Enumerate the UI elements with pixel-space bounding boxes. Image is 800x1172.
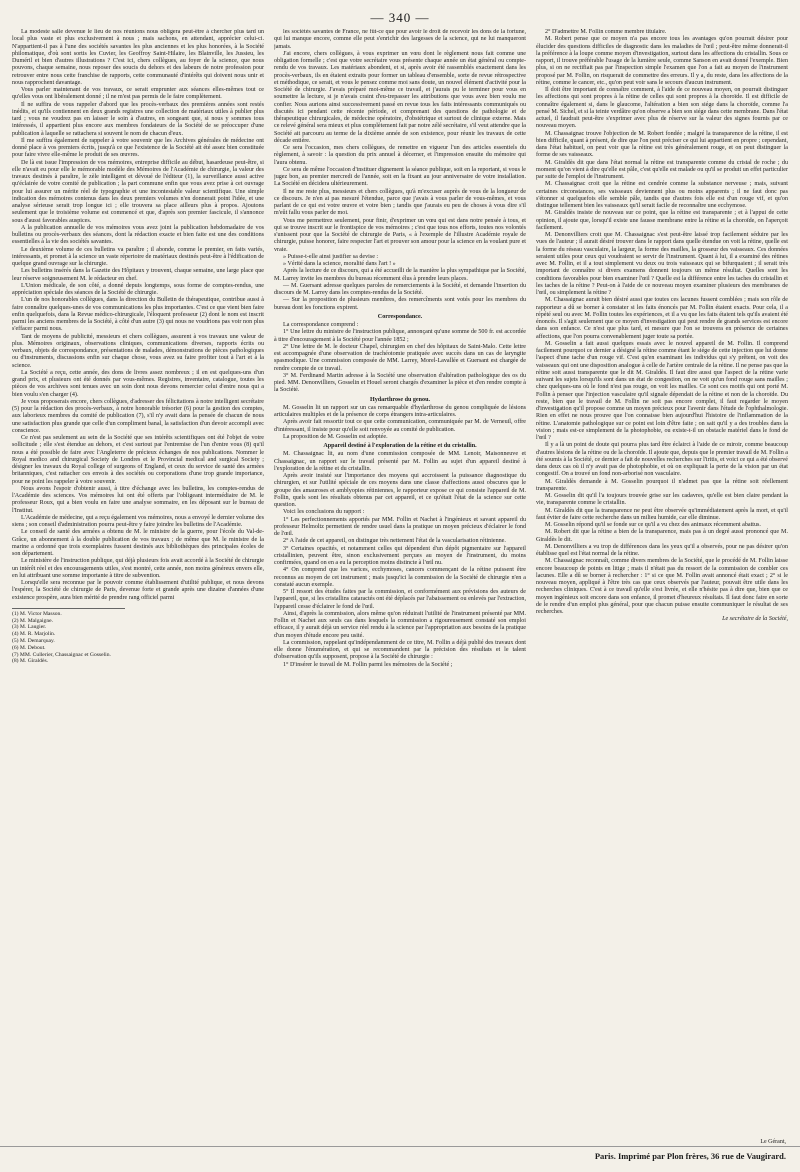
paragraph: 1° Les perfectionnements apportés par MM. Follin et Nachet à l'ingénieux et savant appareil du professeur Helmoltz permettent de rendre usuel dans la pratique un moyen précieux d'éclairer le fond de l'œil. bbox=[274, 516, 526, 537]
paragraph: A la publication annuelle de vos mémoires vous avez joint la publication hebdomadaire de vos bulletins ou procès-verbaux des séances, dont la rédaction exacte et bien faite est une des conditions essentielles à la vie des sociétés savantes. bbox=[12, 224, 264, 246]
footnotes bbox=[12, 608, 125, 665]
footnote: (6) M. Debout. bbox=[12, 644, 46, 651]
paragraph: La proposition de M. Gosselin est adoptée. bbox=[283, 433, 388, 440]
paragraph: L'Union médicale, de son côté, a donné depuis longtemps, sous forme de comptes-rendus, une appréciation spéciale des séances de la Société de chirurgie. bbox=[12, 282, 264, 296]
paragraph: M. Giraldès dit que la transparence ne peut être observée qu'immédiatement après la mort, et qu'il faut éviter de faire cette recherche dans un milieu humide, car elle diminue. bbox=[536, 507, 788, 521]
paragraph: les sociétés savantes de France, ne fût-ce que pour avoir le droit de recevoir les dons de la fortune, qui lui manque encore, comme elle peut s'enrichir des largesses de la science, qui ne lui manqueront jamais. bbox=[274, 29, 526, 50]
paragraph: M. Robert pense que ce moyen n'a pas encore tous les avantages qu'on pourrait désirer pour élucider des questions difficiles de diagnostic dans les maladies de l'œil ; peut-être même donnerait-il la préférence à la loupe comme moyen d'investigation, surtout dans les affections du cristallin. Sous ce rapport, il trouve préférable l'usage de la lumière seule, comme Sanson en avait donné l'exemple. Bien plus, si on ne rectifiait pas par l'inspection simple l'examen que l'on a fait au moyen de l'instrument proposé par M. Follin, on risquerait de commettre des erreurs. Il y a, du reste, dans les affections de la rétine, comme le cancer, etc., qu'on peut voir sans le secours d'aucun instrument. bbox=[536, 36, 788, 86]
paragraph: M. Giraldès dit que dans l'état normal la rétine est transparente comme du cristal de roche ; du moment qu'on vient à dire qu'elle est pâle, c'est qu'elle est malade ou qu'il se produit un effet particulier par suite de l'emploi de l'instrument. bbox=[536, 159, 788, 180]
paragraph: Les bulletins insérés dans la Gazette des Hôpitaux y trouvent, chaque semaine, une large place que leur réserve soigneusement M. le rédacteur en chef. bbox=[12, 268, 264, 282]
column-left bbox=[12, 29, 264, 1149]
paragraph: Il ne me reste plus, messieurs et chers collègues, qu'à m'excuser auprès de vous de la longueur de ce discours. Je n'en ai pas mesuré l'étendue, parce que j'avais à vous parler de vous-mêmes, et vous parlant de ce qui est votre œuvre et votre bien ; tandis que j'aurais eu peu de choses à vous dire s'il m'eût fallu vous parler de moi. bbox=[274, 188, 526, 217]
paragraph: Il y a là un point de doute qui pourra plus tard être éclairci à l'aide de ce miroir, comme beaucoup d'autres lésions de la rétine ou de la choroïde. Il ajoute que, depuis que le premier travail de M. Follin a été soumis à la Société, ce dernier a fait de nouvelles recherches sur l'iritis, et voici ce qui a été observé dans deux cas où il n'y avait pas de photophobie, et où on expliquait la perte de la vision par un état congestif. On a trouvé un fond non-arborisé non vasculaire. bbox=[536, 442, 788, 478]
paragraph: Ce n'est pas seulement au sein de la Société que ses intérêts scientifiques ont été l'objet de votre sollicitude ; elle s'est étendue au dehors, et c'est surtout par l'entremise de l'un d'entre vous (8) qu'il nous a été possible de faire avec l'Angleterre de précieux échanges de nos publications. Nommer le Royal medico and chirurgical Society de Londres et le Provincial medical and surgical Society ; désigner les travaux du Royal college of surgeons of England, et ceux du service de santé des armées britanniques, c'est rattacher ces envois à des sociétés ou corporations d'une trop grande importance, pour ne point les rappeler à votre souvenir. bbox=[12, 435, 264, 485]
paragraph: M. Giraldès demande à M. Gosselin pourquoi il n'admet pas que la rétine soit réellement transparente. bbox=[536, 478, 788, 492]
paragraph: M. Chassaignac aurait bien désiré aussi que toutes ces lacunes fussent comblées ; mais son rôle de rapporteur a dû se borner à constater si les faits énoncés par M. Follin étaient exacts. Pour cela, il a répété seul ou avec M. Follin toutes les expériences, et il a vu que les faits étaient tels qu'ils avaient été énoncés. Il s'agit seulement que ce moyen d'investigation qui peut rendre de grands services est encore dans son enfance. Ce n'est que plus tard, et mesure que l'on se trouvera en présence de certaines affections, que l'on pourra convenablement juger toute sa portée. bbox=[536, 297, 788, 340]
paragraph: Voici les conclusions du rapport : bbox=[283, 509, 365, 516]
paragraph: Lorsqu'elle sera reconnue par le pouvoir comme établissement d'utilité publique, et nous devons l'espérer, la Société de chirurgie de Paris, devenue forte et grande après une dizaine d'années d'une existence prospère, aura bien mérité de prendre rang officiel parmi bbox=[12, 580, 264, 601]
paragraph: M. Chassaignac croit que la rétine est cendrée comme la substance nerveuse ; mais, suivant certaines circonstances, ses vaisseaux deviennent plus ou moins apparents ; il ne faut donc pas s'étonner si quelquefois elle semble pâle, tandis que d'autres fois elle est d'un rouge vif, et qu'on distingue tellement bien les vaisseaux qu'il serait facile de reconnaître une ecchymose. bbox=[536, 181, 788, 209]
paragraph: 4° On comprend que les varices, ecchymoses, cancers commençant de la rétine puissent être reconnus au moyen de cet instrument ; mais jusqu'ici la commission de la Société de chirurgie n'en a constaté aucun exemple. bbox=[274, 567, 526, 588]
paragraph: Après avoir fait ressortir tout ce que cette communication, communiquée par M. de Verneuil, offre d'intéressant, il insiste pour qu'elle soit renvoyée au comité de publication. bbox=[274, 419, 526, 433]
paragraph: 2° A l'aide de cet appareil, on distingue très nettement l'état de la vascularisation rétinienne. bbox=[283, 538, 506, 545]
paragraph: » Puisse-t-elle ainsi justifier sa devise : bbox=[283, 253, 379, 260]
paragraph: La correspondance comprend : bbox=[283, 322, 359, 328]
paragraph: M. Giraldès insiste de nouveau sur ce point, que la rétine est transparente ; et à l'appui de cette opinion, il ajoute que, lorsqu'il existe une fausse membrane entre la rétine et la choroïde, on l'aperçoit facilement. bbox=[536, 210, 788, 231]
secretary-signature: Le secrétaire de la Société, bbox=[722, 616, 788, 623]
text-columns bbox=[12, 29, 788, 1149]
paragraph: 2° Une lettre de M. le docteur Chapel, chirurgien en chef des hôpitaux de Saint-Malo. Cette lettre est accompagnée d'une observation de trachéotomie pratiquée avec succès dans un cas de laryngite spasmodique. Une commission composée de MM. Larrey, Morel-Lavallée et Guersant est chargée de rendre compte de ce travail. bbox=[274, 343, 526, 372]
paragraph: J'ai encore, chers collègues, à vous exprimer un vœu dont le règlement nous fait comme une obligation formelle ; c'est que votre secrétaire vous présente chaque année un état général ou compte-rendu de vos travaux. Les matériaux abondent, et si, après avoir été rassemblés exactement dans les procès-verbaux, ils en étaient extraits pour former un tableau d'ensemble, sorte de revue rétrospective et méthodique, ce serait, et vous le pensez comme moi sans doute, un nouvel élément d'activité pour la Société de chirurgie. J'avais préparé moi-même ce travail, et j'aurais pu le terminer pour vous en soumettre la lecture, si je n'avais craint d'eu-trepasser les attributions que vous avez bien voulu me confier. Nous aurions ainsi successivement passé en revue tous les faits intéressants communiqués ou discutés ici pendant cette récente période, et comprenant des questions de pathologie et de thérapeutique chirurgicales, de médecine opératoire, d'obstétrique et surtout de clinique externe. Mais ce relevé général sera mieux et plus complètement fait par notre zélé secrétaire, s'il veut attendre que la Société ait parcouru au terme de la dixième année de son existence, pour réunir les travaux de cette décade entière. bbox=[274, 50, 526, 144]
paragraph: Le ministère de l'instruction publique, qui déjà plusieurs fois avait accordé à la Société de chirurgie un intérêt réel et des encouragements utiles, s'est montré, cette année, non moins généreux envers elle, en lui attribuant une somme importante à titre de subvention. bbox=[12, 558, 264, 579]
paragraph: Ainsi, d'après la commission, alors même qu'on réduirait l'utilité de l'instrument présenté par MM. Follin et Nachet aux seuls cas dans lesquels la commission a rigoureusement constaté son emploi efficace, il y aurait déjà un service réel rendu à la science par l'appropriation aux besoins de la pratique d'un moyen d'étude encore peu usité. bbox=[274, 610, 526, 639]
footnote: (4) M. R. Marjolin. bbox=[12, 631, 56, 638]
footnote: (1) M. Victor Masson. bbox=[12, 610, 62, 617]
paragraph: La modeste salle devenue le lieu de nos réunions nous obligera peut-être à chercher plus tard un local plus vaste et plus exclusivement à nous ; mais sachons, en attendant, apprécier celui-ci. N'appartient-il pas à l'une des sociétés savantes les plus anciennes et les plus honorées, à la Société philomatique, d'où sont sortis les Cuvier, les Geoffroy Saint-Hilaire, les Blainville, les Jussieu, les Duméril et bien d'autres illustrations ? C'est ici, chers collègues, au foyer de la science, que nous pouvons, chaque semaine, nous reposer des soucis du dehors et des labeurs de notre profession pour retrouver entre nous cette franchise de rapports, cette communauté d'intérêts qui doivent nous unir et nous rapprochent davantage. bbox=[12, 29, 264, 86]
paragraph: Vous parler maintenant de vos travaux, ce serait emprunter aux séances elles-mêmes tout ce qu'elles vous ont libéralement donné ; il ne m'est pas permis de le faire complètement. bbox=[12, 87, 264, 101]
footnote: (8) M. Giraldès. bbox=[12, 658, 49, 665]
paragraph: Après avoir insisté sur l'importance des moyens qui accroissent la puissance diagnostique du chirurgien, et sur l'utilité spéciale de ces moyens dans une classe d'affections aussi obscures que le groupe des amauroses et amblyopies rétiniennes, le rapporteur expose ce qui consiste l'appareil de M. Follin, quels sont les résultats obtenus par cet appareil, et ce qu'était l'état de la science sur cette question. bbox=[274, 473, 526, 508]
paragraph: M. Gosselin a fait aussi quelques essais avec le nouvel appareil de M. Follin. Il comprend facilement pourquoi ce dernier a désigné la rétine comme étant le siége de cette injection que lui donne l'aspect d'une tache d'un rouge vif. C'est qu'en examinant les individus qui s'y prêtent, on voit des vaisseaux qui ont une disposition analogue à celle de l'artère centrale de la rétine. Il ne pense pas que la rétine soit aussi transparente que le dit M. Giraldès. Il faut dire aussi que l'aspect de la rétine varie suivant les sujets lorsqu'ils sont dans un état de congestion, on ne voit qu'un fond rouge sans mailles ; chez quelques-uns où le fond n'est pas rouge, on voit les mailles. Ce sont ces motifs qui ont porté M. Follin à penser que l'injection vasculaire qu'il signale dépendait de la rétine et non de la choroïde. Du reste, bien que le travail de M. Follin ne soit pas encore complet, il faut regarder le moyen d'investigation qu'il propose comme un moyen précieux pour l'avenir dans l'étude de l'ophthalmologie. Rien en effet ne nous prouve que l'on connaisse bien aujourd'hui l'histoire de l'inflammation de la rétine. L'anatomie pathologique sur ce point est loin d'être faite ; on sait qu'il y a des troubles dans la vision ; mais est-ce simplement de la photophobie, ou existe-t-il un obstacle matériel dans le fond de l'œil ? bbox=[536, 340, 788, 441]
footnote: (2) M. Malgaigne. bbox=[12, 617, 54, 624]
paragraph: 3° M. Ferdinand Martin adresse à la Société une observation d'altération pathologique des os du pied. MM. Denonvilliers, Gosselin et Houel seront chargés d'examiner la pièce et d'en rendre compte à la Société. bbox=[274, 372, 526, 394]
paragraph: Vous me permettrez seulement, pour finir, d'exprimer un vœu qui est dans notre pensée à tous, et qui se trouve inscrit sur le frontispice de vos mémoires ; c'est que tous nos efforts, toutes nos volontés s'unissent pour que la Société de chirurgie de Paris, « à l'exemple de l'illustre Académie royale de chirurgie, puisse honorer, faire respecter l'art et prouver son amour pour la science en la voulant pure et vraie. bbox=[274, 217, 526, 253]
paragraph: 1° D'insérer le travail de M. Follin parmi les mémoires de la Société ; bbox=[283, 661, 453, 668]
paragraph: L'un de nos honorables collègues, dans la direction du Bulletin de thérapeutique, contribue aussi à faire connaître quelques-unes de vos communications les plus importantes. C'est ce que vient bien faire enfin quelquefois, dans la Revue médico-chirurgicale, l'éloquent professeur (2) dont le nom est inscrit parmi les anciens membres de la Société, à côté d'un autre (3) qui nous ne voudrions pas voir non plus s'effacer parmi nous. bbox=[12, 297, 264, 333]
footnote: (5) M. Demarquay. bbox=[12, 637, 55, 644]
paragraph: M. Denonvilliers a vu trop de différences dans les yeux qu'il a observés, pour ne pas désirer qu'on établisse quel est l'état normal de la rétine. bbox=[536, 543, 788, 557]
paragraph: 2° D'admettre M. Follin comme membre titulaire. bbox=[545, 29, 667, 35]
paragraph: Il ne suffira de vous rappeler d'abord que les procès-verbaux des premières années sont restés inédits, et qu'ils contiennent en deux grands registres une collection de matériaux utiles à publier plus tard ; vous ne voudrez pas en laisser le soin à d'autres, en songeant que, si nous y sommes tous intéressés, il appartient plus encore aux membres fondateurs de la Société de se préoccuper d'une publication à laquelle se rattachera si souvent le nom de chacun d'eux. bbox=[12, 101, 264, 137]
paragraph: De là est issue l'impression de vos mémoires, entreprise difficile au début, hasardeuse peut-être, si elle n'avait eu pour elle le mémorable modèle des Mémoires de l'Académie de chirurgie, la valeur des travaux destinés à paraître, le zèle intelligent et dévoué de l'éditeur (1), la surveillance aussi active qu'éclairée de votre comité de publication ; la part commune enfin que vous avez prise à cet ouvrage pour lui assurer un mérite réel de typographie et une incontestable valeur scientifique. Une simple indication des mémoires contenus dans les deux premiers volumes n'en donnerait point l'idée, et une analyse sérieuse serait trop longue ici ; elle trouvera sa place ailleurs plus à propos. Ajoutons seulement que le troisième volume est commencé et que, d'après son premier fascicule, il s'annonce sous d'aussi favorables auspices. bbox=[12, 159, 264, 224]
paragraph: Le deuxième volume de ces bulletins va paraître ; il abonde, comme le premier, en faits variés, intéressants, et promet à la science un vaste répertoire de matériaux destinés peut-être à l'édification de quelque grand ouvrage sur la chirurgie. bbox=[12, 246, 264, 267]
paragraph: Il doit être important de connaître comment, à l'aide de ce nouveau moyen, on pourrait distinguer les affections qui sont propres à la rétine de celles qui sont propres à la choroïde. Il est difficile de connaître également si, dans le glaucome, l'altération a bien son siége dans la choroïde, comme l'a pensé M. Sichel, et si la teinte verdâtre qu'on observe a bien son siége dans cette membrane. Dans l'état actuel, il faudrait peut-être s'exprimer avec plus de réserve sur la valeur des signes fournis par ce nouveau moyen. bbox=[536, 87, 788, 130]
paragraph: Ce sera l'occasion, mes chers collègues, de remettre en vigueur l'un des articles essentiels du règlement, à savoir : la question du prix annuel à décerner, et l'impression ensuite du mémoire qui l'aura obtenu. bbox=[274, 145, 526, 166]
paragraph: 5° Il ressort des études faites par la commission, et conformément aux prévisions des auteurs de l'appareil, que, si les cristallins cataractés ont été déplacés par l'abaissement ou enlevés par l'extraction, l'appareil cesse d'éclairer le fond de l'œil. bbox=[274, 589, 526, 610]
paragraph: M. Chassaignac reconnaît, comme divers membres de la Société, que le procédé de M. Follin laisse encore beaucoup de points en litige ; mais il n'était pas du ressort de la commission de combler ces lacunes. Elle a dû se borner à rechercher : 1° si ce que M. Follin avait annoncé était exact ; 2° si le nouveau moyen, appliqué à l'être très cas que ceux observés par l'auteur, pouvait être utile dans les recherches cliniques. C'est à ce travail qu'elle s'est livrée, et elle n'hésite pas à dire que, bien que ce moyen ingénieux soit encore dans son enfance, il promet d'heureux résultats. Il faut donc faire en sorte de le rendre d'un emploi plus général, pour que chacun puisse ensuite communiquer le résultat de ses recherches. bbox=[536, 558, 788, 615]
paragraph: M. Robert dit que la rétine a bien de la transparence, mais pas à un degré aussi prononcé que M. Giraldès le dit. bbox=[536, 529, 788, 543]
paragraph: M. Gosselin répond qu'il se fonde sur ce qu'il a vu chez des animaux récemment abattus. bbox=[545, 522, 761, 528]
paragraph: La Société a reçu, cette année, des dons de livres assez nombreux ; il en est quelques-uns d'un grand prix, et plusieurs ont été donnés par vous-mêmes. Registres, inventaire, catalogue, toutes les pièces de vos archives sont tenues avec un soin dont nous devons remercier celui d'entre nous qui a bien voulu s'en charger (4). bbox=[12, 369, 264, 398]
gerant-label: Le Gérant, bbox=[760, 1139, 786, 1145]
paragraph: La commission, rappelant qu'indépendamment de ce titre, M. Follin a déjà publié des travaux dont elle donne l'énumération, et qui se recommandent par la précision des résultats et le talent d'observation qu'ils supposent, propose à la Société de chirurgie : bbox=[274, 639, 526, 661]
footnote: (3) M. Laugier. bbox=[12, 624, 47, 631]
paragraph: M. Chassaignac trouve l'objection de M. Robert fondée ; malgré la transparence de la rétine, il est bien difficile, quant à présent, de dire que l'on peut préciser ce qui lui appartient en propre ; cependant, dans l'état habituel, on peut voir que la rétine est très généralement rouge, et on peut distinguer la forme de ses vaisseaux. bbox=[536, 130, 788, 159]
paragraph: Le conseil de santé des armées a obtenu de M. le ministre de la guerre, pour l'école du Val-de-Grâce, un abonnement à la double publication de vos travaux ; de même que M. le ministre de la marine a ordonné que trois exemplaires fussent destinés aux bibliothèques des principales écoles de son département. bbox=[12, 529, 264, 557]
page-footer bbox=[0, 1139, 800, 1167]
paragraph: Tant de moyens de publicité, messieurs et chers collègues, assurent à vos travaux une valeur de plus. Mémoires originaux, observations cliniques, communications diverses, rapports écrits ou verbaux, objets de correspondance, présentations de malades, démonstrations de pièces pathologiques ou d'instruments, discussions enfin sur chaque chose, vous avez su faire profiter tout à l'art et à la science. bbox=[12, 333, 264, 369]
footnote: (7) MM. Cullerier, Chassaignac et Gosselin. bbox=[12, 651, 111, 658]
section-heading: Correspondance. bbox=[377, 313, 423, 320]
section-heading: Hydarthrose du genou. bbox=[370, 396, 430, 403]
paragraph: Il me suffira également de rappeler à votre souvenir que les Archives générales de médecine ont donné place à vos premiers écrits, jusqu'à ce que l'existence de la Société ait été assez bien constituée pour faire vivre elle-même le produit de ses œuvres. bbox=[12, 137, 264, 159]
paragraph: L'Académie de médecine, qui a reçu également vos mémoires, nous a envoyé le dernier volume des siens ; son conseil d'administration pourra peut-être y faire joindre les bulletins de l'Académie. bbox=[12, 514, 264, 528]
paragraph: Nous avons l'espoir d'obtenir aussi, à titre d'échange avec les bulletins, les comptes-rendus de l'Académie des sciences. Vos mémoires lui ont été offerts par l'obligeant intermédiaire de M. le professeur Roux, qui a bien voulu en faire une analyse sommaire, en les déposant sur le bureau de l'Institut. bbox=[12, 485, 264, 514]
paragraph: 3° Certaines opacités, et notamment celles qui dépendent d'un dépôt pigmentaire sur l'appareil cristallinien, peuvent être, sinon exclusivement perçues au moyen de l'instrument, du moins confirmées, quand on en a eu la perception moins distincte à l'œil nu. bbox=[274, 545, 526, 566]
column-middle bbox=[274, 29, 526, 1149]
paragraph: — Sur la proposition de plusieurs membres, des remercîments sont votés pour les membres du bureau dont les fonctions expirent. bbox=[274, 297, 526, 311]
paragraph: » Vérité dans la science, moralité dans l'art ! » bbox=[283, 261, 396, 267]
column-right bbox=[536, 29, 788, 1149]
paragraph: Ce sera de même l'occasion d'instituer dignement la séance publique, soit en la reportant, si vous le jugez bon, au premier mercredi de l'année, soit en la fixant au jour anniversaire de votre installation. La Société en décidera ultérieurement. bbox=[274, 166, 526, 188]
paragraph: M. Gosselin lit un rapport sur un cas remarquable d'hydarthrose du genou compliquée de lésions articulaires multiples et de la présence de corps étrangers intra-articulaires. bbox=[274, 404, 526, 418]
paragraph: Après la lecture de ce discours, qui a été accueilli de la manière la plus sympathique par la Société, M. Larrey invite les membres du bureau récemment élus à prendre leurs places. bbox=[274, 268, 526, 282]
paragraph: M. Chassaignac lit, au nom d'une commission composée de MM. Lenoir, Maisonneuve et Chassaignac, un rapport sur le travail présenté par M. Follin au sujet d'un appareil destiné à l'exploration de la rétine et du cristallin. bbox=[274, 451, 526, 472]
paragraph: M. Gosselin dit qu'il l'a toujours trouvée grise sur les cadavres, qu'elle est bien claire pendant la vie, transparente comme le cristallin. bbox=[536, 493, 788, 507]
paragraph: 1° Une lettre du ministre de l'instruction publique, annonçant qu'une somme de 500 fr. est accordée à titre d'encouragement à la Société pour l'année 1852 ; bbox=[274, 329, 526, 343]
printer-imprint: Paris. Imprimé par Plon frères, 36 rue de Vaugirard. bbox=[594, 1151, 786, 1161]
paragraph: Je vous proposerais encore, chers collègues, d'adresser des félicitations à notre intelligent secrétaire (5) pour la rédaction des procès-verbaux, à notre honorable trésorier (6) pour la gestion des comptes, aux laborieux membres du comité de publication (7), s'il n'y avait dans la pensée de chacun de nous une satisfaction plus grande que celle d'un compliment banal, la satisfaction d'un devoir accompli avec conscience. bbox=[12, 398, 264, 434]
page-number: — 340 — bbox=[370, 10, 430, 25]
paragraph: — M. Guersant adresse quelques paroles de remerciements à la Société, et demande l'insertion du discours de M. Larrey dans les comptes-rendus de la Société. bbox=[274, 282, 526, 296]
section-heading: Appareil destiné à l'exploration de la rétine et du cristallin. bbox=[323, 443, 477, 449]
paragraph: M. Denonvilliers croit que M. Chassaignac s'est peut-être laissé trop facilement séduire par les vues de l'auteur ; il aurait désiré trouver dans le rapport dans quelle étendue on voit la rétine, quelle est la forme du réseau vasculaire, la largeur, la forme des mailles, la grosseur des vaisseaux. Ces données seraient utiles pour ceux qui voudraient se servir de l'instrument. Quant à lui, il a examiné des rétines avec M. Follin, et il a tout simplement vu deux ou trois vaisseaux qui se bifurquaient ; il serait très important de connaître si divers examens donnent toujours un même résultat. Quelles sont les conditions favorables pour bien examiner l'œil ? Quelle est la différence entre les taches du cristallin et les taches de la rétine ? Peut-on à l'aide de ce nouveau moyen examiner plusieurs des membranes de l'œil, ou simplement la rétine ? bbox=[536, 232, 788, 296]
